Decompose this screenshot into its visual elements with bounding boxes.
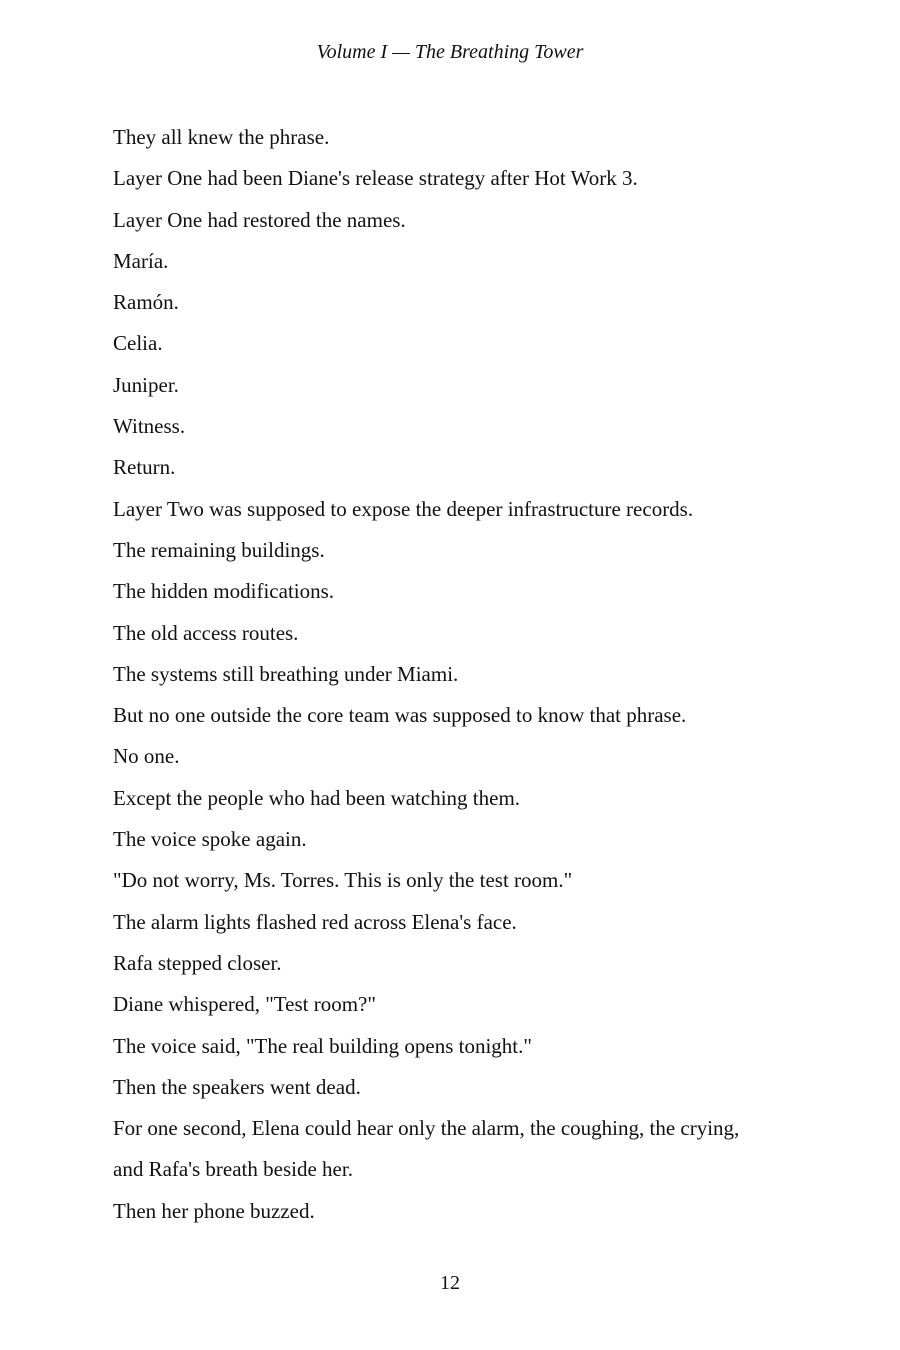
paragraph: Ramón. [113, 290, 179, 315]
paragraph: The alarm lights flashed red across Elena's face. [113, 909, 517, 934]
body-text [113, 117, 773, 1232]
paragraph: The hidden modifications. [113, 579, 335, 604]
paragraph: Witness. [113, 414, 186, 439]
paragraph: Then her phone buzzed. [113, 1198, 315, 1223]
paragraph: Layer Two was supposed to expose the deeper infrastructure records. [113, 496, 694, 521]
paragraph: The voice said, "The real building opens tonight." [113, 1033, 532, 1058]
paragraph: Diane whispered, "Test room?" [113, 992, 376, 1017]
paragraph: Return. [113, 455, 176, 480]
paragraph: Layer One had restored the names. [113, 207, 406, 232]
page-number: 12 [440, 1272, 460, 1294]
paragraph: They all knew the phrase. [113, 125, 330, 149]
paragraph: The remaining buildings. [113, 537, 325, 562]
paragraph: Then the speakers went dead. [113, 1074, 361, 1099]
paragraph: But no one outside the core team was supposed to know that phrase. [113, 703, 687, 728]
paragraph: "Do not worry, Ms. Torres. This is only the test room." [113, 868, 573, 893]
paragraph: Celia. [113, 331, 163, 356]
paragraph: The systems still breathing under Miami. [113, 661, 459, 686]
paragraph: No one. [113, 744, 180, 769]
paragraph: Layer One had been Diane's release strategy after Hot Work 3. [113, 166, 638, 191]
paragraph: The old access routes. [113, 620, 299, 645]
paragraph: María. [113, 248, 169, 273]
paragraph: Juniper. [113, 372, 179, 397]
paragraph: Rafa stepped closer. [113, 950, 282, 975]
paragraph: For one second, Elena could hear only the alarm, the coughing, the crying, and Rafa's breath beside her. [113, 1116, 740, 1182]
paragraph: Except the people who had been watching them. [113, 785, 521, 810]
paragraph: The voice spoke again. [113, 827, 307, 852]
running-header: Volume I — The Breathing Tower [316, 41, 584, 63]
